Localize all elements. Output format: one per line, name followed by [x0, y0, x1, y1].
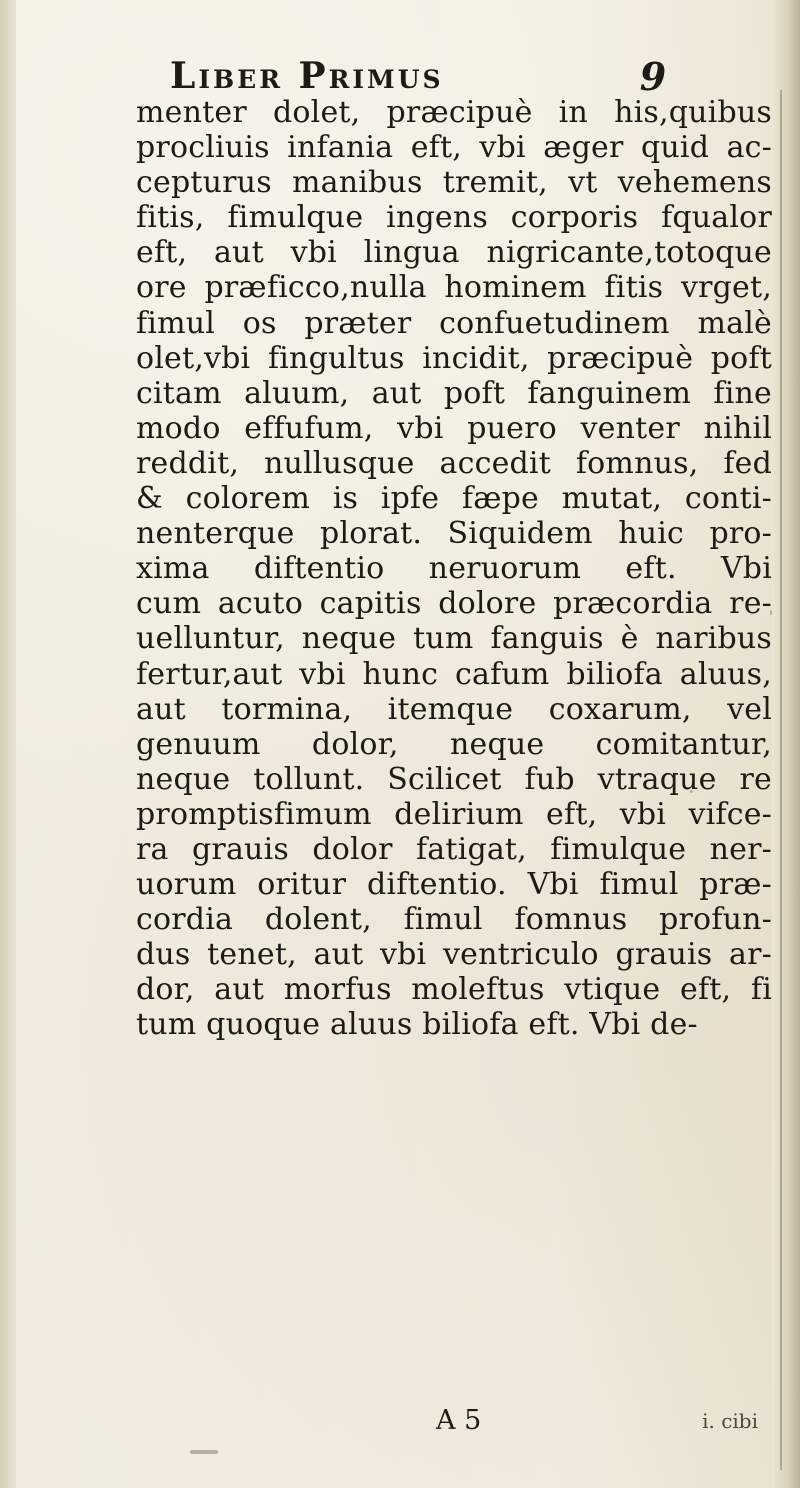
- text-line: cum acuto capitis dolore præcordia re-: [136, 586, 772, 622]
- text-line: dus tenet, aut vbi ventriculo grauis ar-: [136, 937, 772, 973]
- text-line: citam aluum, aut poft fanguinem fine: [136, 375, 772, 411]
- text-line: & colorem is ipfe fæpe mutat, conti-: [136, 481, 772, 517]
- text-line: ore præficco,nulla hominem fitis vrget,: [136, 270, 772, 306]
- ink-speck: [770, 610, 772, 615]
- text-line: aut tormina, itemque coxarum, vel: [136, 691, 772, 727]
- text-line: ra grauis dolor fatigat, fimulque ner-: [136, 831, 772, 867]
- text-line: olet,vbi fingultus incidit, præcipuè poft: [136, 340, 772, 376]
- signature-mark: A 5: [436, 1405, 482, 1436]
- running-title: Liber Primus: [170, 55, 444, 97]
- text-line: tum quoque aluus biliofa eft. Vbi de-: [136, 1007, 698, 1043]
- text-line: fimul os præter confuetudinem malè: [136, 305, 772, 341]
- text-line: modo effufum, vbi puero venter nihil: [136, 410, 772, 446]
- ink-speck: [690, 790, 693, 793]
- text-line: procliuis infania eft, vbi æger quid ac-: [136, 130, 772, 166]
- page-edge: [772, 0, 800, 1488]
- page-number: 9: [639, 53, 667, 99]
- text-line: neque tollunt. Scilicet fub vtraque re: [136, 761, 772, 797]
- page-fold-line: [780, 90, 782, 1470]
- text-line: menter dolet, præcipuè in his,quibus: [136, 95, 772, 130]
- text-line: nenterque plorat. Siquidem huic pro-: [136, 516, 772, 552]
- text-line: fitis, fimulque ingens corporis fqualor: [136, 200, 772, 236]
- text-line: cordia dolent, fimul fomnus profun-: [136, 902, 772, 938]
- text-line: dor, aut morfus moleftus vtique eft, fi: [136, 972, 772, 1008]
- page-footer: [136, 1404, 772, 1438]
- text-line: promptisfimum delirium eft, vbi vifce-: [136, 796, 772, 832]
- catchword: i. cibi: [702, 1409, 758, 1433]
- text-line: uelluntur, neque tum fanguis è naribus: [136, 621, 772, 657]
- binding-gutter: [0, 0, 16, 1488]
- ink-speck: [190, 1450, 218, 1454]
- text-line: uorum oritur diftentio. Vbi fimul præ-: [136, 867, 772, 903]
- text-line: xima diftentio neruorum eft. Vbi: [136, 551, 772, 587]
- page-header: [170, 52, 670, 100]
- text-line: reddit, nullusque accedit fomnus, fed: [136, 445, 772, 481]
- text-line: cepturus manibus tremit, vt vehemens: [136, 165, 772, 201]
- body-text: [136, 95, 772, 1425]
- text-line: fertur,aut vbi hunc cafum biliofa aluus,: [136, 656, 772, 692]
- text-line: eft, aut vbi lingua nigricante,totoque: [136, 235, 772, 271]
- text-line: genuum dolor, neque comitantur,: [136, 726, 772, 762]
